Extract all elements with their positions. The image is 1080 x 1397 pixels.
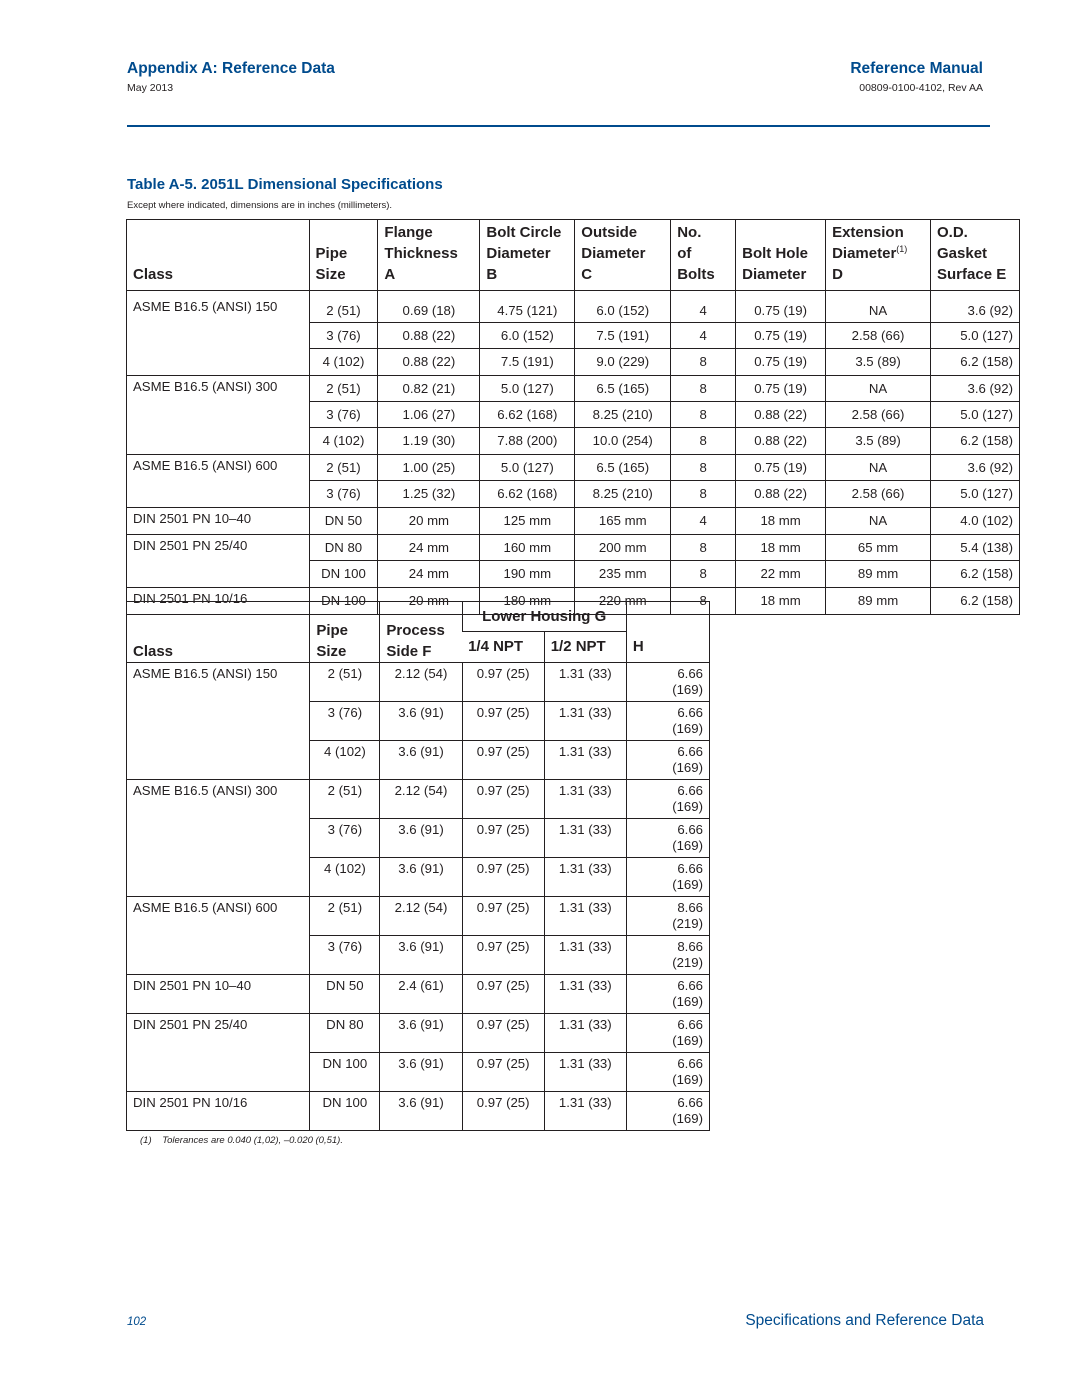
h-inches: 6.66 [677,822,703,837]
class-cell [127,402,310,428]
table-row [127,975,710,1014]
table-cell: 8.25 (210) [575,402,671,428]
table-row [127,534,1020,561]
table-cell: DN 50 [310,975,380,1014]
h-inches: 6.66 [677,1056,703,1071]
header-line: Outside [581,224,638,241]
table-cell: 20 mm [378,507,480,534]
table-row [127,1092,710,1131]
table-cell: 18 mm [736,587,826,614]
class-cell: DIN 2501 PN 25/40 [127,534,310,561]
header-h: H [626,632,709,663]
table-cell: 6.62 (168) [480,402,575,428]
dimension-h-cell [626,1092,709,1131]
table-cell: 160 mm [480,534,575,561]
h-millimeters: (169) [672,1111,703,1126]
table-row [127,819,710,858]
class-cell [127,561,310,588]
header-left [127,60,335,94]
header-line: No. [677,224,702,241]
table-cell: 2.58 (66) [826,481,931,508]
footer-section-title: Specifications and Reference Data [745,1312,984,1329]
table-cell: 8 [671,428,736,455]
table-note: Except where indicated, dimensions are in inches (millimeters). [127,200,393,211]
header-line: D [832,266,843,283]
table-cell: 2 (51) [309,454,378,481]
header-pipe-size [309,220,378,291]
dimension-h-cell [626,819,709,858]
table-cell: 1.31 (33) [544,897,626,936]
table-cell: 0.97 (25) [462,741,544,780]
table-cell: 3.6 (91) [380,936,462,975]
class-cell: ASME B16.5 (ANSI) 300 [127,780,310,819]
table-cell: 8 [671,349,736,376]
table-cell: 0.97 (25) [462,897,544,936]
table-cell: 0.97 (25) [462,1014,544,1053]
table-cell: DN 80 [309,534,378,561]
header-process-side [380,602,462,663]
dimensional-specs-table [126,219,1020,615]
table-cell: 18 mm [736,507,826,534]
header-line: Class [133,266,174,283]
table-cell: DN 100 [309,561,378,588]
table-cell: 2 (51) [309,375,378,402]
header-line: A [384,266,396,283]
table-cell: 22 mm [736,561,826,588]
header-line: Gasket [937,245,988,262]
table-cell: 0.75 (19) [736,375,826,402]
table-cell: 3.6 (91) [380,1092,462,1131]
h-millimeters: (169) [672,721,703,736]
header-line: Pipe [316,622,348,639]
table-cell: DN 80 [310,1014,380,1053]
table-cell: 6.2 (158) [931,587,1020,614]
header-line: Bolt Circle [486,224,562,241]
header-line: O.D. [937,224,968,241]
table-cell: 7.88 (200) [480,428,575,455]
table-cell: 0.97 (25) [462,663,544,702]
table-cell: 1.31 (33) [544,1014,626,1053]
table-cell: 0.97 (25) [462,780,544,819]
table-row [127,561,1020,588]
header-rule [127,125,990,127]
header-line: Process [386,622,445,639]
table-row [127,663,710,702]
footnote-marker: (1) [140,1135,152,1146]
dimension-h-cell [626,780,709,819]
header-line: Thickness [384,245,458,262]
table-cell: 1.00 (25) [378,454,480,481]
table-cell: 3 (76) [310,819,380,858]
table-cell: 0.69 (18) [378,291,480,323]
h-millimeters: (169) [672,760,703,775]
table-row [127,936,710,975]
dimension-h-cell [626,975,709,1014]
table-cell: NA [826,291,931,323]
dimension-h-cell [626,741,709,780]
table-cell: 3.6 (91) [380,1014,462,1053]
table-cell: 3.6 (92) [931,375,1020,402]
table-cell: 6.0 (152) [575,291,671,323]
table-cell: 0.75 (19) [736,291,826,323]
table-row [127,741,710,780]
table-row [127,323,1020,349]
table-cell: 0.88 (22) [736,481,826,508]
table-cell: 2.12 (54) [380,780,462,819]
h-inches: 6.66 [677,861,703,876]
table-body [127,663,710,1131]
table-cell: 2 (51) [310,780,380,819]
class-cell: ASME B16.5 (ANSI) 150 [127,663,310,702]
table-cell: 1.31 (33) [544,1053,626,1092]
table-cell: 5.0 (127) [931,481,1020,508]
table-cell: 9.0 (229) [575,349,671,376]
table-cell: 10.0 (254) [575,428,671,455]
table-cell: 6.2 (158) [931,561,1020,588]
header-bolt-hole [736,220,826,291]
table-cell: 3.6 (91) [380,1053,462,1092]
table-cell: 0.75 (19) [736,454,826,481]
header-line: B [486,266,498,283]
h-inches: 6.66 [677,744,703,759]
h-inches: 6.66 [677,783,703,798]
table-cell: 3.6 (92) [931,454,1020,481]
header-lower-housing: Lower Housing G [462,602,626,632]
class-cell [127,428,310,455]
class-cell: DIN 2501 PN 10/16 [127,587,310,614]
header-line: Diameter [581,245,646,262]
table-row [127,1053,710,1092]
table-cell: 1.06 (27) [378,402,480,428]
table-cell: 3.6 (91) [380,702,462,741]
class-cell: ASME B16.5 (ANSI) 600 [127,454,310,481]
table-cell: 6.2 (158) [931,349,1020,376]
h-inches: 6.66 [677,978,703,993]
table-cell: 4 [671,291,736,323]
table-cell: DN 50 [309,507,378,534]
table-cell: 4 [671,323,736,349]
h-inches: 6.66 [677,1095,703,1110]
section-title: Appendix A: Reference Data [127,60,335,77]
header-line: C [581,266,593,283]
class-cell: DIN 2501 PN 10–40 [127,975,310,1014]
table-cell: NA [826,507,931,534]
table-cell: 5.0 (127) [931,402,1020,428]
h-inches: 6.66 [677,666,703,681]
h-inches: 6.66 [677,705,703,720]
table-cell: 5.0 (127) [480,454,575,481]
table-cell: 1.31 (33) [544,702,626,741]
table-cell: 220 mm [575,587,671,614]
table-row [127,858,710,897]
header-line: Bolts [677,266,715,283]
table-cell: 24 mm [378,534,480,561]
document-number: 00809-0100-4102, Rev AA [859,82,983,94]
table-cell: 0.88 (22) [736,402,826,428]
table-cell: DN 100 [310,1053,380,1092]
dimension-h-cell [626,936,709,975]
table-cell: 5.0 (127) [480,375,575,402]
footnote [140,1135,343,1146]
class-cell [127,702,310,741]
header-line: Side F [386,643,432,660]
h-millimeters: (169) [672,877,703,892]
table-body [127,291,1020,615]
table-cell: 3.5 (89) [826,349,931,376]
table-row [127,702,710,741]
table-title: Table A-5. 2051L Dimensional Specifications [127,176,443,193]
table-cell: 125 mm [480,507,575,534]
table-row [127,291,1020,323]
header-line: Size [316,643,347,660]
header-line: of [677,245,692,262]
header-class [127,220,310,291]
class-cell: DIN 2501 PN 10–40 [127,507,310,534]
header-line: Diameter [486,245,551,262]
class-cell [127,323,310,349]
table-row [127,454,1020,481]
table-cell: 3.5 (89) [826,428,931,455]
header-line: Bolt Hole [742,245,808,262]
table-cell: 6.62 (168) [480,481,575,508]
table-cell: 18 mm [736,534,826,561]
h-inches: 8.66 [677,939,703,954]
header-bolt-count [671,220,736,291]
h-inches: 8.66 [677,900,703,915]
table-row [127,507,1020,534]
table-cell: 235 mm [575,561,671,588]
table-cell: 0.88 (22) [378,323,480,349]
publication-date: May 2013 [127,82,174,94]
table-cell: NA [826,454,931,481]
table-cell: 1.31 (33) [544,819,626,858]
table-header [127,602,710,663]
class-cell: ASME B16.5 (ANSI) 300 [127,375,310,402]
table-cell: 2 (51) [310,663,380,702]
dimension-h-cell [626,897,709,936]
table-cell: 0.97 (25) [462,819,544,858]
table-cell: 1.19 (30) [378,428,480,455]
table-cell: 3 (76) [310,936,380,975]
table-cell: 0.82 (21) [378,375,480,402]
table-cell: 0.88 (22) [736,428,826,455]
table-cell: 0.75 (19) [736,323,826,349]
page-number: 102 [127,1316,147,1328]
table-cell: 4 (102) [309,349,378,376]
table-row [127,1014,710,1053]
table-cell: 1.31 (33) [544,741,626,780]
table-cell: 1.25 (32) [378,481,480,508]
table-cell: NA [826,375,931,402]
table-cell: 0.97 (25) [462,1092,544,1131]
table-cell: 1.31 (33) [544,780,626,819]
table-cell: 3.6 (91) [380,741,462,780]
table-cell: 1.31 (33) [544,858,626,897]
table-cell: 200 mm [575,534,671,561]
table-row [127,481,1020,508]
table-header [127,220,1020,291]
table-cell: 3 (76) [309,323,378,349]
table-cell: 0.88 (22) [378,349,480,376]
h-millimeters: (169) [672,682,703,697]
header-half-npt: 1/2 NPT [544,632,626,663]
header-line: Diameter [832,245,897,262]
header-line: Size [315,266,346,283]
header-line: Surface E [937,266,1007,283]
dimension-h-cell [626,702,709,741]
table-cell: 2.4 (61) [380,975,462,1014]
h-millimeters: (169) [672,838,703,853]
class-cell [127,1053,310,1092]
table-cell: 8 [671,587,736,614]
table-cell: 1.31 (33) [544,663,626,702]
housing-specs-table [126,601,710,1131]
table-cell: 1.31 (33) [544,975,626,1014]
table-cell: 2.12 (54) [380,897,462,936]
class-cell [127,819,310,858]
header-line: Pipe [315,245,348,262]
table-cell: 4 [671,507,736,534]
h-millimeters: (169) [672,1072,703,1087]
table-cell: 7.5 (191) [575,323,671,349]
table-cell: 8 [671,454,736,481]
table-cell: 4 (102) [309,428,378,455]
header-line: Diameter [742,266,807,283]
class-cell: ASME B16.5 (ANSI) 150 [127,291,310,323]
header-flange-thickness [378,220,480,291]
table-row [127,897,710,936]
header-class: Class [133,643,174,660]
table-cell: 0.97 (25) [462,936,544,975]
header-bolt-circle [480,220,575,291]
table-row [127,349,1020,376]
header-line: Flange [384,224,433,241]
table-cell: 5.4 (138) [931,534,1020,561]
table-cell: 6.0 (152) [480,323,575,349]
dimension-h-cell [626,663,709,702]
table-cell: 8 [671,534,736,561]
table-cell: 2.58 (66) [826,402,931,428]
footnote-text: Tolerances are 0.040 (1,02), –0.020 (0,51). [162,1135,343,1146]
table-cell: 4.0 (102) [931,507,1020,534]
class-cell [127,741,310,780]
manual-title: Reference Manual [850,60,983,77]
table-cell: 0.97 (25) [462,702,544,741]
header-outside-diameter [575,220,671,291]
table-cell: 8 [671,402,736,428]
table-cell: 5.0 (127) [931,323,1020,349]
table-cell: 8 [671,481,736,508]
header-quarter-npt: 1/4 NPT [468,638,524,655]
header-h-spacer [626,602,709,632]
table-cell: 1.31 (33) [544,936,626,975]
class-cell: DIN 2501 PN 25/40 [127,1014,310,1053]
table-cell: 65 mm [826,534,931,561]
table-cell: 3.6 (92) [931,291,1020,323]
table-cell: 3 (76) [309,481,378,508]
table-cell: 20 mm [378,587,480,614]
table-cell: 7.5 (191) [480,349,575,376]
class-cell [127,936,310,975]
header-gasket-surface [931,220,1020,291]
header-pipe-size [310,602,380,663]
table-cell: 0.97 (25) [462,975,544,1014]
table-cell: 6.5 (165) [575,375,671,402]
table-cell: 3.6 (91) [380,858,462,897]
table-cell: 8.25 (210) [575,481,671,508]
table-cell: 1.31 (33) [544,1092,626,1131]
table-cell: 180 mm [480,587,575,614]
table-cell: 89 mm [826,587,931,614]
table-cell: 0.97 (25) [462,1053,544,1092]
dimension-h-cell [626,858,709,897]
table-cell: 190 mm [480,561,575,588]
h-millimeters: (169) [672,799,703,814]
h-inches: 6.66 [677,1017,703,1032]
table-cell: 165 mm [575,507,671,534]
table-cell: 89 mm [826,561,931,588]
h-millimeters: (219) [672,955,703,970]
table-cell: 6.5 (165) [575,454,671,481]
dimension-h-cell [626,1053,709,1092]
header-line: Extension [832,224,904,241]
footnote-reference: (1) [896,244,908,254]
table-cell: 8 [671,375,736,402]
class-cell [127,481,310,508]
table-cell: 2.12 (54) [380,663,462,702]
h-millimeters: (169) [672,994,703,1009]
table-cell: 0.97 (25) [462,858,544,897]
table-cell: 4 (102) [310,858,380,897]
table-cell: 2 (51) [309,291,378,323]
class-cell: ASME B16.5 (ANSI) 600 [127,897,310,936]
header-right [850,60,983,94]
class-cell [127,858,310,897]
table-cell: 0.75 (19) [736,349,826,376]
table-cell: 4 (102) [310,741,380,780]
table-row [127,375,1020,402]
table-row [127,428,1020,455]
table-cell: DN 100 [309,587,378,614]
table-cell: 3 (76) [310,702,380,741]
table-row [127,780,710,819]
table-cell: 2 (51) [310,897,380,936]
h-millimeters: (219) [672,916,703,931]
h-millimeters: (169) [672,1033,703,1048]
table-cell: 4.75 (121) [480,291,575,323]
table-row [127,402,1020,428]
class-cell [127,349,310,376]
table-cell: 3.6 (91) [380,819,462,858]
table-cell: 3 (76) [309,402,378,428]
header-extension-diameter [826,220,931,291]
table-cell: DN 100 [310,1092,380,1131]
table-cell: 2.58 (66) [826,323,931,349]
dimension-h-cell [626,1014,709,1053]
table-cell: 24 mm [378,561,480,588]
table-cell: 8 [671,561,736,588]
class-cell: DIN 2501 PN 10/16 [127,1092,310,1131]
table-cell: 6.2 (158) [931,428,1020,455]
